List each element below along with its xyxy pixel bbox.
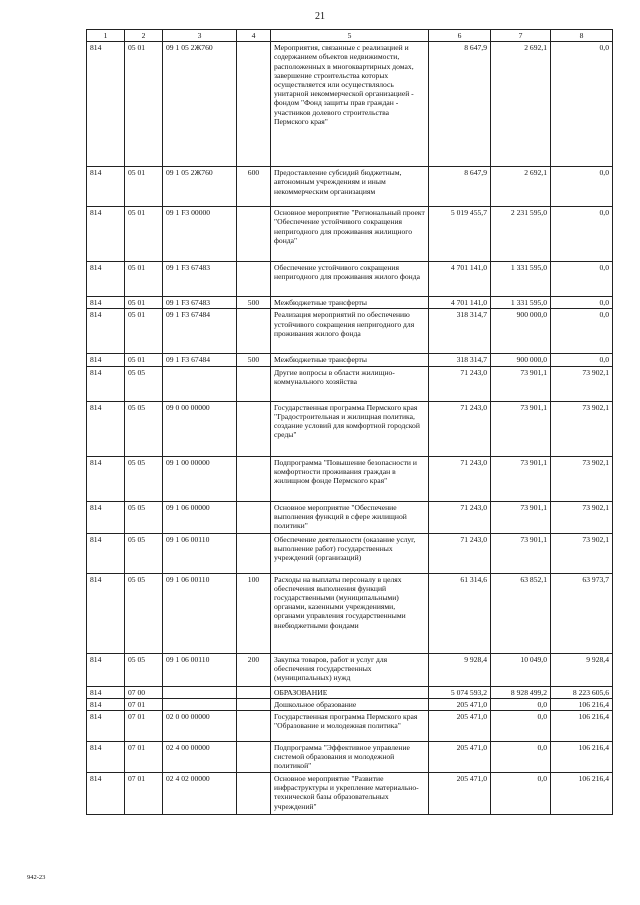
cell-value-2: 63 852,1 [491,573,551,653]
cell-section: 05 05 [125,401,163,456]
cell-name: Дошкольное образование [271,698,429,710]
cell-vr: 500 [237,297,271,309]
cell-code: 814 [87,742,125,773]
cell-target: 09 0 00 00000 [163,401,237,456]
table-row [87,501,613,533]
header-row [87,30,613,42]
cell-value-1: 205 471,0 [429,698,491,710]
cell-section: 07 01 [125,711,163,742]
cell-value-1: 71 243,0 [429,366,491,401]
cell-section: 05 01 [125,262,163,297]
cell-code: 814 [87,501,125,533]
cell-value-3: 0,0 [551,42,613,167]
cell-value-1: 5 074 593,2 [429,686,491,698]
table-row [87,366,613,401]
cell-value-1: 8 647,9 [429,42,491,167]
cell-target: 09 1 F3 67483 [163,262,237,297]
cell-value-1: 318 314,7 [429,309,491,354]
cell-value-2: 2 231 595,0 [491,207,551,262]
cell-vr: 600 [237,167,271,207]
cell-value-1: 4 701 141,0 [429,297,491,309]
cell-target: 02 0 00 00000 [163,711,237,742]
cell-target [163,698,237,710]
cell-section: 05 01 [125,42,163,167]
cell-value-1: 61 314,6 [429,573,491,653]
cell-code: 814 [87,262,125,297]
cell-value-1: 318 314,7 [429,354,491,366]
footer-code: 942-23 [27,874,46,881]
cell-target: 09 1 06 00110 [163,573,237,653]
cell-value-3: 0,0 [551,297,613,309]
cell-value-1: 205 471,0 [429,773,491,815]
cell-target: 09 1 05 2Ж760 [163,42,237,167]
cell-vr [237,309,271,354]
cell-code: 814 [87,698,125,710]
cell-vr [237,456,271,501]
cell-name: Мероприятия, связанные с реализацией и содержанием объектов недвижимости, расположенных в многоквартирных домах, завершение строительства которых осуществляется или осуществлялось унитарной некоммерческой организацией - фондом "Фонд защиты прав граждан - участников долевого строительства Пермского края" [271,42,429,167]
cell-name: Основное мероприятие "Развитие инфраструктуры и укрепление материально-технической базы образовательных учреждений" [271,773,429,815]
column-header: 6 [429,30,491,42]
table-row [87,742,613,773]
cell-name: Предоставление субсидий бюджетным, автономным учреждениям и иным некоммерческим организациям [271,167,429,207]
cell-target: 09 1 06 00110 [163,653,237,686]
cell-vr: 500 [237,354,271,366]
cell-name: Подпрограмма "Повышение безопасности и комфортности проживания граждан в жилищном фонде Пермского края" [271,456,429,501]
cell-vr: 100 [237,573,271,653]
cell-code: 814 [87,686,125,698]
cell-value-3: 106 216,4 [551,742,613,773]
cell-code: 814 [87,401,125,456]
cell-value-1: 71 243,0 [429,501,491,533]
cell-target: 09 1 05 2Ж760 [163,167,237,207]
cell-section: 05 05 [125,533,163,573]
cell-code: 814 [87,573,125,653]
cell-value-2: 900 000,0 [491,354,551,366]
cell-code: 814 [87,456,125,501]
cell-vr [237,711,271,742]
cell-code: 814 [87,207,125,262]
table-row [87,698,613,710]
cell-value-2: 73 901,1 [491,456,551,501]
cell-name: Реализация мероприятий по обеспечению устойчивого сокращения непригодного для проживания жилого фонда [271,309,429,354]
table-row [87,297,613,309]
cell-target: 09 1 F3 67483 [163,297,237,309]
cell-value-3: 106 216,4 [551,711,613,742]
cell-value-2: 0,0 [491,742,551,773]
cell-vr [237,401,271,456]
cell-name: Подпрограмма "Эффективное управление системой образования и молодежной политикой" [271,742,429,773]
cell-value-1: 205 471,0 [429,711,491,742]
cell-value-3: 73 902,1 [551,533,613,573]
cell-value-2: 1 331 595,0 [491,297,551,309]
cell-value-3: 73 902,1 [551,501,613,533]
column-header: 2 [125,30,163,42]
cell-name: Основное мероприятие "Региональный проект "Обеспечение устойчивого сокращения непригодного для проживания жилищного фонда" [271,207,429,262]
cell-value-1: 71 243,0 [429,401,491,456]
cell-value-2: 10 049,0 [491,653,551,686]
cell-value-1: 71 243,0 [429,533,491,573]
cell-vr [237,773,271,815]
cell-value-1: 9 928,4 [429,653,491,686]
cell-target: 02 4 02 00000 [163,773,237,815]
cell-value-2: 0,0 [491,711,551,742]
cell-target: 09 1 F3 00000 [163,207,237,262]
table-row [87,207,613,262]
table-row [87,456,613,501]
cell-target: 09 1 F3 67484 [163,309,237,354]
cell-value-2: 2 692,1 [491,167,551,207]
cell-value-2: 73 901,1 [491,501,551,533]
cell-section: 05 01 [125,309,163,354]
cell-value-3: 0,0 [551,167,613,207]
table-row [87,773,613,815]
column-header: 3 [163,30,237,42]
cell-code: 814 [87,297,125,309]
cell-value-2: 8 928 499,2 [491,686,551,698]
cell-target [163,686,237,698]
cell-value-2: 1 331 595,0 [491,262,551,297]
cell-value-3: 73 902,1 [551,366,613,401]
column-header: 1 [87,30,125,42]
cell-value-3: 9 928,4 [551,653,613,686]
cell-vr [237,42,271,167]
cell-code: 814 [87,42,125,167]
table-row [87,309,613,354]
cell-section: 05 05 [125,573,163,653]
column-header: 7 [491,30,551,42]
table-row [87,42,613,167]
budget-table [86,29,613,815]
cell-name: Расходы на выплаты персоналу в целях обеспечения выполнения функций государственными (муниципальными) органами, казенными учреждениями, органами управления государственными внебюджетными фондами [271,573,429,653]
cell-code: 814 [87,533,125,573]
cell-value-2: 73 901,1 [491,366,551,401]
cell-name: ОБРАЗОВАНИЕ [271,686,429,698]
cell-code: 814 [87,653,125,686]
cell-vr [237,262,271,297]
cell-code: 814 [87,366,125,401]
cell-value-2: 0,0 [491,773,551,815]
cell-code: 814 [87,354,125,366]
table-row [87,354,613,366]
cell-name: Обеспечение деятельности (оказание услуг, выполнение работ) государственных учреждений (организаций) [271,533,429,573]
cell-value-3: 0,0 [551,262,613,297]
cell-target: 09 1 00 00000 [163,456,237,501]
cell-section: 05 05 [125,456,163,501]
cell-value-3: 0,0 [551,207,613,262]
cell-value-3: 63 973,7 [551,573,613,653]
cell-section: 05 01 [125,207,163,262]
cell-value-2: 2 692,1 [491,42,551,167]
cell-target: 09 1 06 00110 [163,533,237,573]
cell-code: 814 [87,167,125,207]
cell-value-3: 106 216,4 [551,773,613,815]
cell-value-2: 900 000,0 [491,309,551,354]
cell-vr [237,366,271,401]
table-row [87,711,613,742]
cell-value-1: 4 701 141,0 [429,262,491,297]
table-body [87,42,613,815]
cell-section: 07 01 [125,698,163,710]
table-row [87,686,613,698]
cell-vr [237,533,271,573]
cell-vr [237,207,271,262]
cell-name: Закупка товаров, работ и услуг для обеспечения государственных (муниципальных) нужд [271,653,429,686]
table-row [87,262,613,297]
cell-section: 07 01 [125,742,163,773]
cell-target: 09 1 F3 67484 [163,354,237,366]
cell-vr [237,742,271,773]
cell-value-3: 73 902,1 [551,401,613,456]
cell-name: Государственная программа Пермского края "Образование и молодежная политика" [271,711,429,742]
column-header: 8 [551,30,613,42]
cell-name: Государственная программа Пермского края "Градостроительная и жилищная политика, создание условий для комфортной городской среды" [271,401,429,456]
cell-value-3: 106 216,4 [551,698,613,710]
table-row [87,533,613,573]
cell-name: Основное мероприятие "Обеспечение выполнения функций в сфере жилищной политики" [271,501,429,533]
cell-value-3: 73 902,1 [551,456,613,501]
cell-value-2: 73 901,1 [491,533,551,573]
cell-value-3: 0,0 [551,354,613,366]
cell-section: 05 01 [125,297,163,309]
table-row [87,167,613,207]
cell-code: 814 [87,711,125,742]
cell-vr [237,686,271,698]
cell-section: 05 05 [125,366,163,401]
cell-vr: 200 [237,653,271,686]
cell-vr [237,501,271,533]
cell-section: 05 05 [125,501,163,533]
cell-value-1: 5 019 455,7 [429,207,491,262]
cell-value-2: 73 901,1 [491,401,551,456]
cell-target: 09 1 06 00000 [163,501,237,533]
cell-target: 02 4 00 00000 [163,742,237,773]
cell-name: Обеспечение устойчивого сокращения непригодного для проживания жилого фонда [271,262,429,297]
cell-code: 814 [87,773,125,815]
column-header: 4 [237,30,271,42]
column-header: 5 [271,30,429,42]
cell-value-1: 71 243,0 [429,456,491,501]
cell-value-3: 0,0 [551,309,613,354]
cell-target [163,366,237,401]
page-number: 21 [315,11,325,22]
cell-section: 05 01 [125,354,163,366]
table-row [87,401,613,456]
cell-section: 05 05 [125,653,163,686]
cell-section: 07 00 [125,686,163,698]
cell-section: 07 01 [125,773,163,815]
cell-code: 814 [87,309,125,354]
cell-name: Межбюджетные трансферты [271,297,429,309]
cell-value-1: 205 471,0 [429,742,491,773]
cell-value-1: 8 647,9 [429,167,491,207]
cell-name: Межбюджетные трансферты [271,354,429,366]
table-row [87,573,613,653]
cell-name: Другие вопросы в области жилищно-коммунального хозяйства [271,366,429,401]
cell-section: 05 01 [125,167,163,207]
table-row [87,653,613,686]
cell-value-3: 8 223 605,6 [551,686,613,698]
cell-vr [237,698,271,710]
cell-value-2: 0,0 [491,698,551,710]
